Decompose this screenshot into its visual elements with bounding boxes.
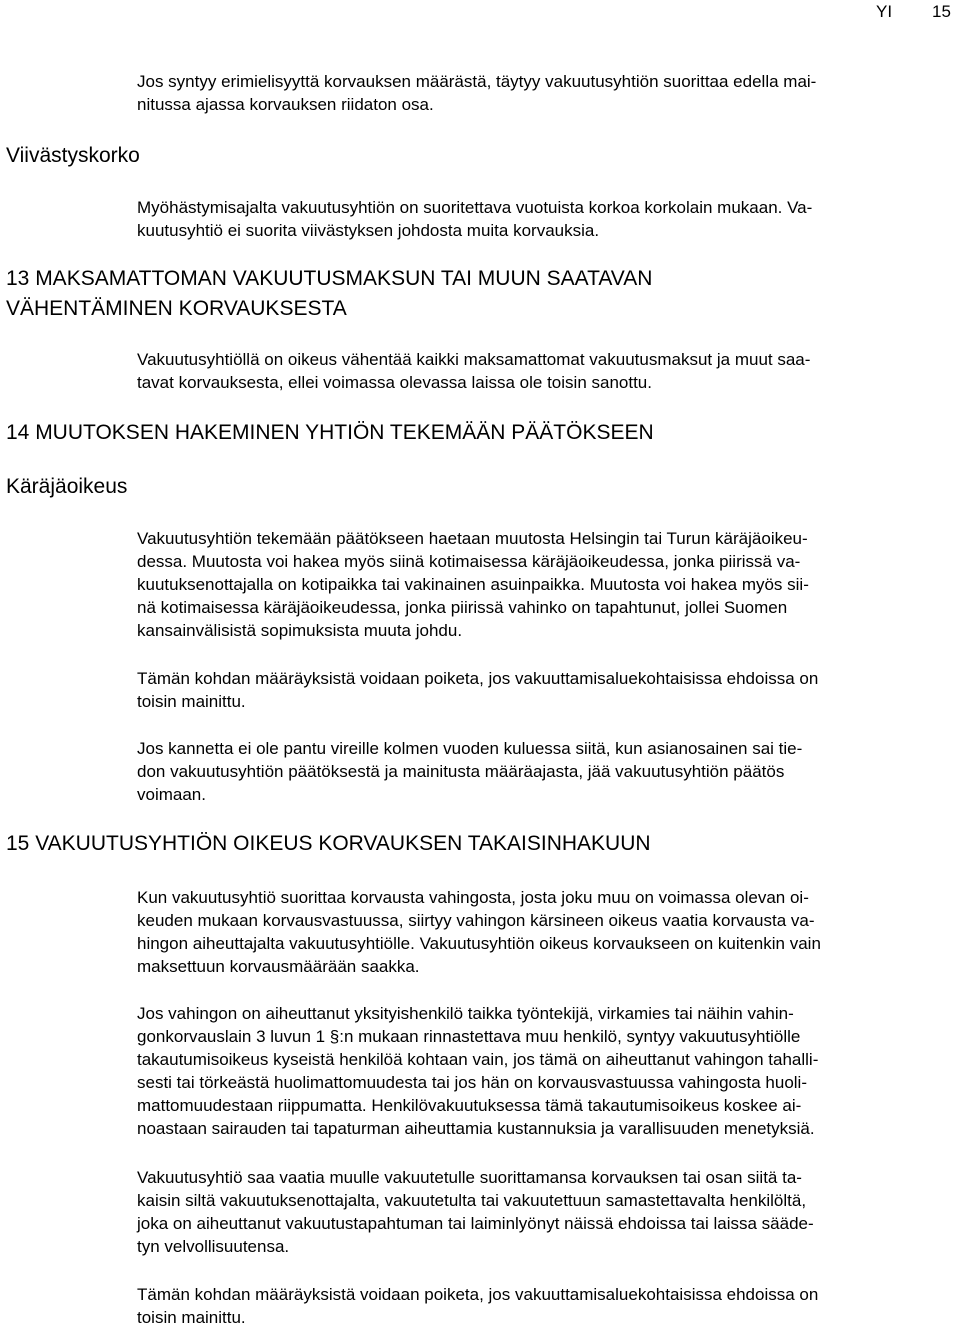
paragraph-viivastyskorko: Myöhästymisajalta vakuutusyhtiön on suoritettava vuotuista korkoa korkolain mukaan. Va- kuutusyhtiö ei suorita viivästyksen johdosta muita korvauksia. bbox=[137, 198, 813, 241]
paragraph-section-14-court: Vakuutusyhtiön tekemään päätökseen haetaan muutosta Helsingin tai Turun käräjäoikeu- dessa. Muutosta voi hakea myös siinä kotimaisessa käräjäoikeudessa, jonka piirissä va- kuutuksenottajalla on kotipaikka tai vakinainen asuinpaikka. Muutosta voi hakea myös sii- nä kotimaisessa käräjäoikeudessa, jonka piirissä vahinko on tapahtunut, jollei Suomen kansainvälisistä sopimuksista muuta johdu. bbox=[137, 529, 809, 641]
paragraph-dispute: Jos syntyy erimielisyyttä korvauksen määrästä, täytyy vakuutusyhtiön suorittaa edella mai- nitussa ajassa korvauksen riidaton osa. bbox=[137, 72, 817, 115]
section-heading-14: 14 MUUTOKSEN HAKEMINEN YHTIÖN TEKEMÄÄN PÄÄTÖKSEEN bbox=[6, 421, 654, 444]
paragraph-section-15-exception: Tämän kohdan määräyksistä voidaan poiketa, jos vakuuttamisaluekohtaisissa ehdoissa on toisin mainittu. bbox=[137, 1285, 819, 1328]
page-number: 15 bbox=[932, 2, 951, 21]
paragraph-section-14-exception: Tämän kohdan määräyksistä voidaan poiketa, jos vakuuttamisaluekohtaisissa ehdoissa on toisin mainittu. bbox=[137, 669, 819, 712]
paragraph-section-15-subrogation: Kun vakuutusyhtiö suorittaa korvausta vahingosta, josta joku muu on voimassa olevan oi- keuden mukaan korvausvastuussa, siirtyy vahingon kärsineen oikeus vaatia korvausta va- hingon aiheuttajalta vakuutusyhtiölle. Vakuutusyhtiön oikeus korvaukseen on kuitenkin vain maksettuun korvausmäärään saakka. bbox=[137, 888, 821, 977]
paragraph-section-14-deadline: Jos kannetta ei ole pantu vireille kolmen vuoden kuluessa siitä, kun asianosainen sai tie- don vakuutusyhtiön päätöksestä ja mainitusta määräajasta, jää vakuutusyhtiön päätös voimaan. bbox=[137, 739, 803, 805]
section-heading-13: 13 MAKSAMATTOMAN VAKUUTUSMAKSUN TAI MUUN SAATAVAN VÄHENTÄMINEN KORVAUKSESTA bbox=[6, 267, 653, 320]
side-heading-karajaoikeus: Käräjäoikeus bbox=[6, 475, 128, 498]
document-code: YI bbox=[876, 2, 893, 21]
paragraph-section-15-recovery: Vakuutusyhtiö saa vaatia muulle vakuutetulle suorittamansa korvauksen tai osan siitä ta- kaisin siltä vakuutuksenottajalta, vakuutetulta tai vakuutettuun samastettavalta henkilöltä, joka on aiheuttanut vakuutustapahtuman tai laiminlyönyt näissä ehdoissa tai laissa sääde- tyn velvollisuutensa. bbox=[137, 1168, 814, 1257]
side-heading-viivastyskorko: Viivästyskorko bbox=[6, 144, 140, 167]
section-heading-15: 15 VAKUUTUSYHTIÖN OIKEUS KORVAUKSEN TAKAISINHAKUUN bbox=[6, 832, 651, 855]
paragraph-section-15-private-person: Jos vahingon on aiheuttanut yksityishenkilö taikka työntekijä, virkamies tai näihin vahin- gonkorvauslain 3 luvun 1 §:n mukaan rinnastettava muu henkilö, syntyy vakuutusyhtiölle takautumisoikeus kyseistä henkilöä kohtaan vain, jos tämä on aiheuttanut vahingon tahalli- sesti tai törkeästä huolimattomuudesta tai jos hän on korvausvastuussa vahingosta huoli- mattomuudestaan riippumatta. Henkilövakuutuksessa tämä takautumisoikeus koskee ai- noastaan sairauden tai tapaturman aiheuttamia kustannuksia ja varallisuuden menetyksiä. bbox=[137, 1004, 819, 1139]
paragraph-section-13: Vakuutusyhtiöllä on oikeus vähentää kaikki maksamattomat vakuutusmaksut ja muut saa- tavat korvauksesta, ellei voimassa olevassa laissa ole toisin sanottu. bbox=[137, 350, 811, 393]
